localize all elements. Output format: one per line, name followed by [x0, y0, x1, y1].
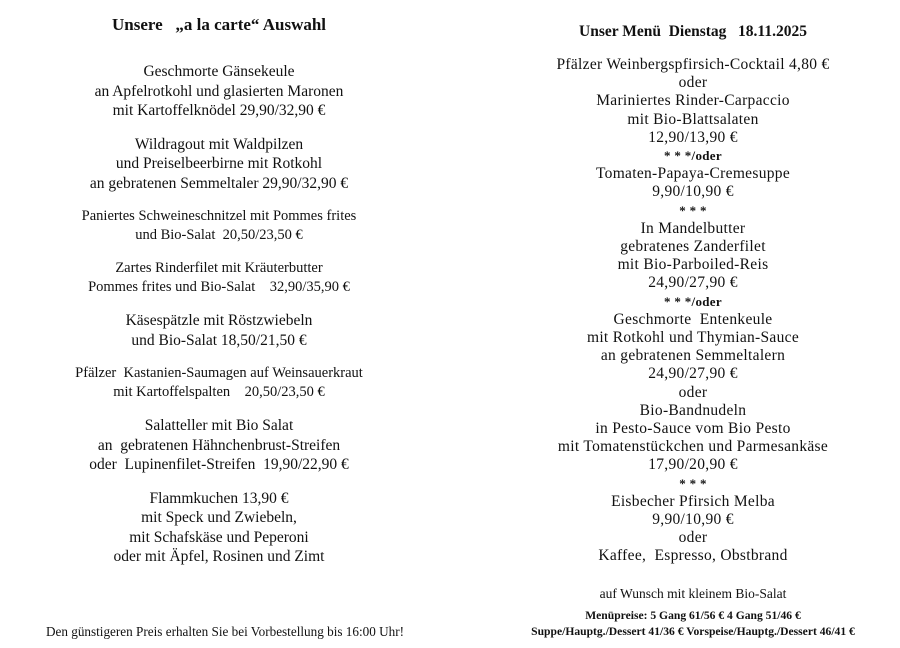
menu-line: mit Bio-Blattsalaten [627, 110, 759, 128]
menu-line: 17,90/20,90 € [648, 456, 738, 474]
preorder-note: Den günstigeren Preis erhalten Sie bei Vorbestellung bis 16:00 Uhr! [45, 624, 405, 639]
dish-item [0, 259, 438, 297]
dish-line: Salatteller mit Bio Salat [144, 417, 294, 434]
dish-line: an Apfelrotkohl und glasierten Maronen [94, 82, 344, 100]
menu-line: Kaffee, Espresso, Obstbrand [598, 547, 788, 565]
dish-item [0, 62, 438, 121]
menu-line: 9,90/10,90 € [652, 511, 734, 529]
menu-line: Eisbecher Pfirsich Melba [611, 492, 775, 510]
menu-line: oder [678, 383, 708, 401]
dish-item [0, 135, 438, 194]
dish-line: oder mit Äpfel, Rosinen und Zimt [113, 548, 325, 565]
dish-line: an gebratenen Semmeltaler 29,90/32,90 € [89, 174, 349, 192]
salad-note: auf Wunsch mit kleinem Bio-Salat [599, 586, 787, 601]
menu-line: in Pesto-Sauce vom Bio Pesto [595, 420, 791, 438]
dish-line: Wildragout mit Waldpilzen [134, 135, 304, 153]
menu-line: Tomaten-Papaya-Cremesuppe [595, 165, 791, 183]
menu-line: Mariniertes Rinder-Carpaccio [596, 92, 790, 110]
dish-line: mit Speck und Zwiebeln, [141, 509, 297, 526]
daily-menu-courses [468, 56, 900, 566]
dish-line: und Bio-Salat 20,50/23,50 € [135, 227, 303, 243]
menu-prices-line: Menüpreise: 5 Gang 61/56 € 4 Gang 51/46 € [585, 609, 801, 622]
menu-line: 9,90/10,90 € [652, 183, 734, 201]
dish-item [0, 311, 438, 350]
dish-line: mit Schafskäse und Peperoni [129, 528, 309, 546]
dish-line: Paniertes Schweineschnitzel mit Pommes frites [81, 208, 357, 224]
menu-line: 24,90/27,90 € [648, 274, 738, 292]
dish-item [0, 489, 438, 567]
menu-line: * * */oder [664, 148, 722, 164]
menu-line: oder [678, 74, 708, 92]
menu-prices-line: Suppe/Hauptg./Dessert 41/36 € Vorspeise/Hauptg./Dessert 46/41 € [531, 625, 855, 638]
menu-line: an gebratenen Semmeltalern [600, 347, 786, 365]
menu-line: Pfälzer Weinbergspfirsich-Cocktail 4,80 € [556, 56, 830, 73]
menu-line: Bio-Bandnudeln [639, 401, 747, 419]
dish-line: Pommes frites und Bio-Salat 32,90/35,90 € [88, 279, 350, 295]
dish-line: an gebratenen Hähnchenbrust-Streifen [97, 436, 341, 454]
daily-menu-title: Unser Menü Dienstag 18.11.2025 [579, 23, 807, 40]
menu-line: * * * [679, 475, 707, 491]
dish-item [0, 416, 438, 475]
menu-line: mit Bio-Parboiled-Reis [617, 256, 769, 274]
menu-line: 12,90/13,90 € [648, 128, 738, 146]
menu-line: In Mandelbutter [640, 219, 746, 237]
menu-line: mit Rotkohl und Thymian-Sauce [586, 329, 800, 347]
menu-line: * * */oder [664, 293, 722, 309]
dish-line: Zartes Rinderfilet mit Kräuterbutter [115, 260, 323, 276]
dish-line: Geschmorte Gänsekeule [143, 63, 295, 80]
dish-item [0, 207, 438, 245]
menu-line: Geschmorte Entenkeule [613, 310, 773, 328]
a-la-carte-list [0, 62, 438, 581]
menu-line: oder [678, 529, 708, 547]
menu-line: gebratenes Zanderfilet [620, 238, 766, 256]
dish-line: und Bio-Salat 18,50/21,50 € [131, 331, 307, 349]
menu-line: mit Tomatenstückchen und Parmesankäse [557, 438, 829, 456]
dish-item [0, 364, 438, 402]
menu-line: 24,90/27,90 € [648, 365, 738, 383]
dish-line: mit Kartoffelspalten 20,50/23,50 € [113, 384, 325, 400]
menu-prices [468, 608, 900, 640]
menu-line: * * * [679, 202, 707, 218]
dish-line: Pfälzer Kastanien-Saumagen auf Weinsauerkraut [75, 365, 363, 381]
dish-line: Flammkuchen 13,90 € [149, 489, 289, 507]
dish-line: oder Lupinenfilet-Streifen 19,90/22,90 € [89, 456, 349, 473]
a-la-carte-title: Unsere „a la carte“ Auswahl [111, 15, 327, 34]
dish-line: Käsespätzle mit Röstzwiebeln [125, 312, 313, 329]
dish-line: und Preiselbeerbirne mit Rotkohl [115, 155, 323, 172]
dish-line: mit Kartoffelknödel 29,90/32,90 € [112, 102, 326, 119]
